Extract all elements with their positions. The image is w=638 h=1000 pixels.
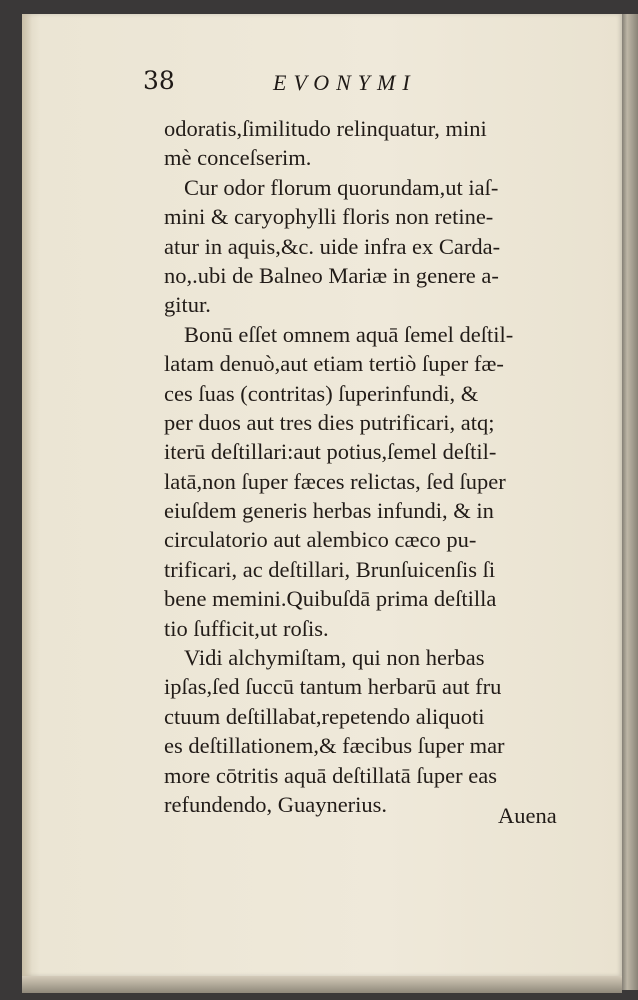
text-line: ctuum deſtillabat,repetendo aliquoti <box>164 703 485 729</box>
text-line: latam denuò,aut etiam tertiò ſuper fæ- <box>164 351 504 377</box>
text-line: more cōtritis aquā deſtillatā ſuper eas <box>164 762 497 788</box>
text-line: iterū deſtillari:aut potius,ſemel deſtil- <box>164 439 497 465</box>
text-line: trificari, ac deſtillari, Brunſuicenſis ſi <box>164 556 496 582</box>
paragraph-start-line: Bonū eſſet omnem aquā ſemel deſtil- <box>184 321 514 347</box>
page-number: 38 <box>143 66 175 95</box>
text-line: mè conceſserim. <box>164 145 312 171</box>
running-head: EVONYMI <box>273 70 417 95</box>
text-line: tio ſufficit,ut roſis. <box>164 615 329 641</box>
text-line: eiuſdem generis herbas infundi, & in <box>164 498 494 524</box>
text-line: refundendo, Guaynerius. <box>164 791 388 817</box>
text-line: odoratis,ſimilitudo relinquatur, mini <box>164 116 487 141</box>
page-header <box>143 66 593 106</box>
text-line: es deſtillationem,& fæcibus ſuper mar <box>164 733 505 759</box>
text-line: mini & caryophylli floris non retine- <box>164 204 494 230</box>
book-bottom-edge <box>22 975 622 993</box>
text-line: latā,non ſuper fæces relictas, ſed ſuper <box>164 468 506 494</box>
paragraph-start-line: Cur odor florum quorundam,ut iaſ- <box>184 174 499 200</box>
text-line: ipſas,ſed ſuccū tantum herbarū aut fru <box>164 674 502 700</box>
page-gutter-shadow <box>22 14 32 976</box>
text-line: atur in aquis,&c. uide infra ex Carda- <box>164 233 501 259</box>
text-line: bene memini.Quibuſdā prima deſtilla <box>164 586 497 612</box>
catchword: Auena <box>498 803 557 828</box>
book-fore-edge <box>620 14 638 990</box>
text-line: per duos aut tres dies putrificari, atq; <box>164 409 495 435</box>
body-text <box>164 114 584 819</box>
text-line: circulatorio aut alembico cæco pu- <box>164 527 477 553</box>
text-line: gitur. <box>164 292 211 318</box>
text-line: no,.ubi de Balneo Mariæ in genere a- <box>164 262 499 288</box>
text-line: ces ſuas (contritas) ſuperinfundi, & <box>164 380 479 406</box>
paragraph-start-line: Vidi alchymiſtam, qui non herbas <box>184 645 485 671</box>
